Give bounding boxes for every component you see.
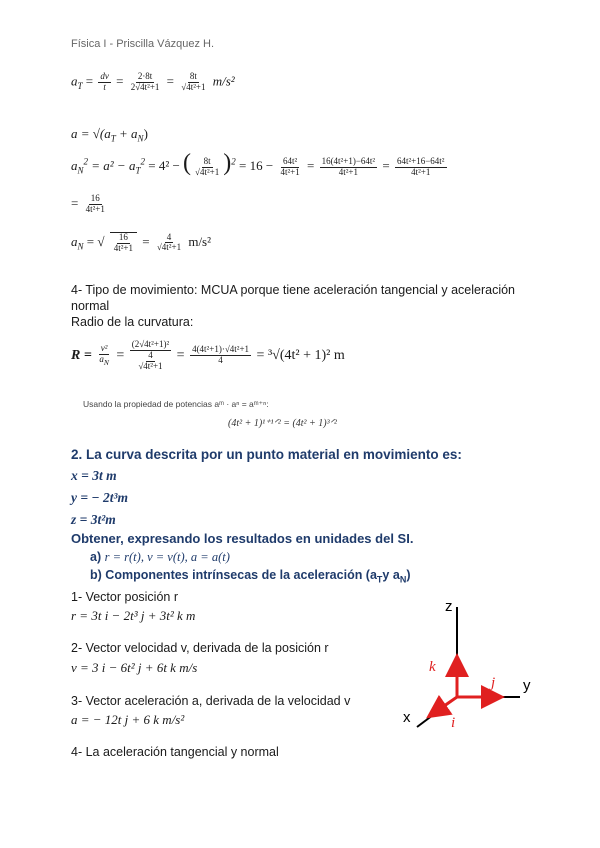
at-f2-den: 2√4t²+1 (130, 81, 160, 92)
an2-frac-num: 8t (203, 155, 211, 166)
r-f3-den: 4 (218, 355, 223, 366)
an-res-den: √4t²+1 (156, 242, 182, 253)
movement-line-1: 4- Tipo de movimiento: MCUA porque tiene aceleración tangencial y aceleración (71, 283, 515, 297)
at-f1-den: t (103, 81, 106, 92)
at-sub: T (77, 80, 83, 91)
v3-title: 3- Vector aceleración a, derivada de la velocidad v (71, 694, 351, 708)
a-mod-rest: + a (115, 126, 138, 141)
an-res-num: 4 (166, 231, 172, 242)
a-mod-text: a = √(a (71, 126, 111, 141)
at-f1-num: dv (100, 71, 109, 81)
i-label: i (451, 715, 456, 731)
r-f2-den-num: 4 (148, 349, 153, 360)
v3-eq: a = − 12t j + 6 k m/s² (71, 712, 185, 727)
item-a-label: a) (90, 550, 102, 564)
r-f1-num: v² (100, 343, 108, 354)
y-label: y (523, 677, 531, 694)
an2-f1-num: 64t² (282, 155, 298, 166)
item-b: b) Componentes intrínsecas de la aceleración ($a_Ty$ $a_N$) (90, 568, 411, 585)
an2-res-num: 16 (90, 193, 100, 203)
v1-title: 1- Vector posición r (71, 590, 178, 604)
at-f3-den: √4t²+1 (181, 81, 206, 92)
an2-val: = 16 − (239, 158, 274, 173)
v4-title: 4- La aceleración tangencial y normal (71, 745, 279, 759)
item-b-tail: y a (382, 568, 400, 582)
radius-label: Radio de la curvatura: (71, 315, 194, 329)
an2-line: = a² − a (91, 158, 136, 173)
at-unit: m/s² (212, 73, 235, 89)
r-result: = ³√(4t² + 1)² m (256, 348, 345, 364)
r-f3-num: 4(4t²+1)·√4t²+1 (192, 344, 250, 355)
r-lhs: R = (71, 348, 92, 364)
an2-frac-den: √4t²+1 (195, 166, 220, 177)
power-note-eq: (4t² + 1)¹⁺¹ᐟ² = (4t² + 1)³ᐟ² (228, 418, 337, 429)
item-a (90, 550, 230, 565)
radius-equation: R = $\frac{\text{v²}}{a_N}$ = $\frac{\text{(2√4t²+1)²}}{\frac{4}{\text{√4t²+1}}}$ = $\frac{\text{4(4t²+1)·√4t²+1}}{4}$ = ³√(4t² + 1)² m (71, 339, 345, 371)
r-f2-den-den: √4t²+1 (138, 360, 163, 371)
an2-res-den: 4t²+1 (85, 203, 105, 214)
r-f2-num: (2√4t²+1)² (131, 339, 170, 349)
an2-f2-num: 16(4t²+1)−64t² (321, 155, 376, 166)
j-label: j (491, 675, 496, 691)
an-num: 16 (118, 232, 128, 242)
movement-type (71, 282, 541, 330)
i-vector (431, 697, 457, 715)
an2-f2-den: 4t²+1 (338, 166, 358, 177)
v2-title: 2- Vector velocidad v, derivada de la posición r (71, 641, 329, 655)
x-label: x (403, 709, 411, 726)
power-note: Usando la propiedad de potencias aᵐ · aⁿ = aᵐ⁺ⁿ: (83, 399, 269, 409)
item-b-label: b) (90, 568, 102, 582)
an2-f1-den: 4t²+1 (280, 166, 300, 177)
r-f1-den: a (99, 354, 104, 365)
eq-x: x = 3t m (71, 468, 117, 483)
eq-y: y = − 2t³m (71, 490, 129, 505)
eq-z: z = 3t²m (71, 512, 116, 527)
at-symbol: a (71, 73, 78, 89)
at-f3-num: 8t (189, 71, 197, 81)
at-equation: $a_T$ = $\frac{dv}{t}$ = $\frac{2\cdot 8t}{\text{2√4t²+1}}$ = $\frac{8t}{\text{√4t²+1}}$ m/s² (71, 71, 235, 92)
an2-equation: $a_N^2 = a^2 - a_T^2 = 4^2$ − ( $\frac{8t}{\text{√4t²+1}}$ )$^2$ = 16 − $\frac{\text{64t²}}{\text{4t²+1}}$ = $\frac{\text{16(4t²+1)−64t²}}{\text{4t²+1}}$ = $\frac{\text{64t²+16−64t²}}{\text{4t²+1}}$ (71, 150, 445, 177)
at-f2-num: 2·8t (137, 71, 153, 81)
an2-f3-den: 4t²+1 (411, 166, 431, 177)
an2-f3-num: 64t²+16−64t² (396, 155, 445, 166)
v2-eq: v = 3 i − 6t² j + 6t k m/s (71, 660, 198, 675)
v1-eq: r = 3t i − 2t³ j + 3t² k m (71, 608, 196, 623)
an-equation: $a_N$ = √ $\frac{16}{\text{4t²+1}}$ = $\frac{4}{\text{√4t²+1}}$ m/s² (71, 231, 212, 253)
a-modulus: $a = √(a_T + a_N)$ (71, 126, 148, 144)
z-label: z (445, 598, 453, 615)
an2-mid: = 4² − (148, 158, 180, 173)
page-header: Física I - Priscilla Vázquez H. (71, 38, 215, 50)
an-unit: m/s² (188, 233, 212, 249)
movement-line-2: normal (71, 299, 110, 313)
an-den: 4t²+1 (113, 242, 134, 253)
obtain-text: Obtener, expresando los resultados en unidades del SI. (71, 531, 414, 546)
k-label: k (429, 659, 436, 675)
item-b-text: Componentes intrínsecas de la aceleración (a (105, 568, 377, 582)
axes-diagram (395, 595, 555, 745)
item-a-text: r = r(t), v = v(t), a = a(t) (104, 550, 230, 564)
problem2-title: 2. La curva descrita por un punto material en movimiento es: (71, 447, 462, 462)
an2-result: = $\frac{16}{\text{4t²+1}}$ (71, 193, 105, 214)
